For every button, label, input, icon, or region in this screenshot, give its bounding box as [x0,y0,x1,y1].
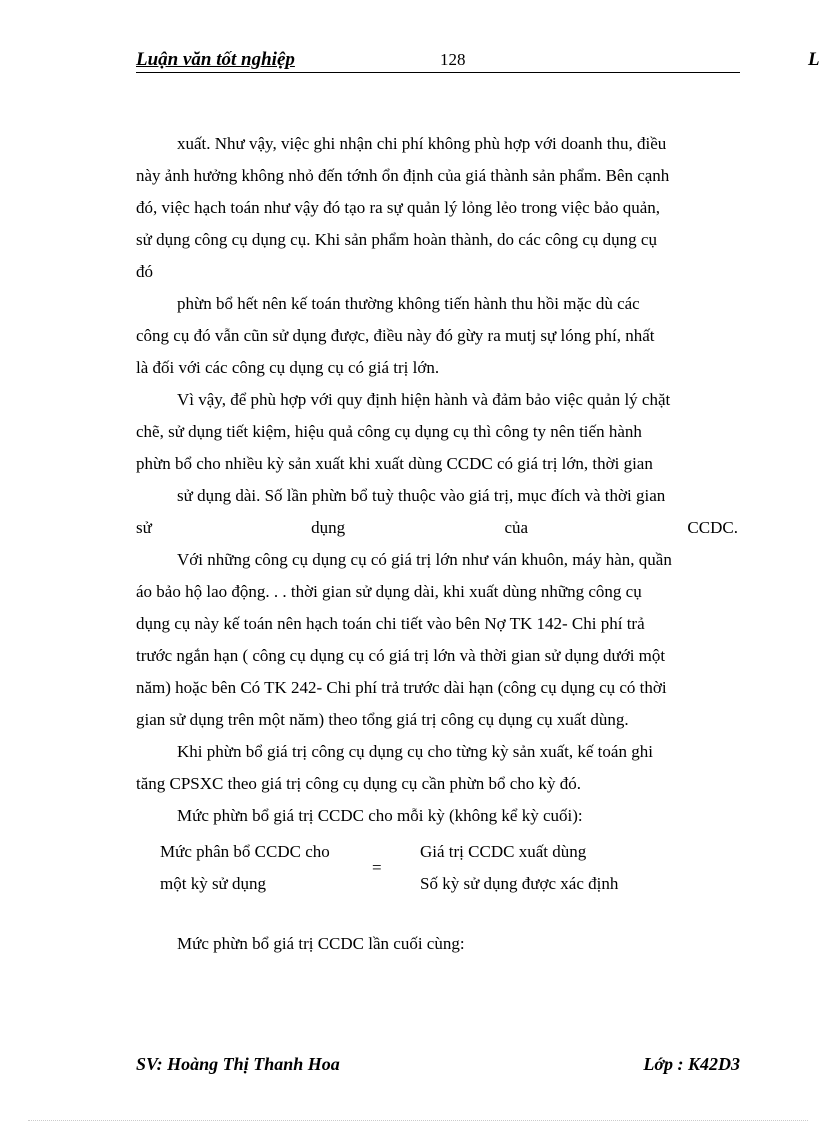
formula-equals: = [372,858,382,877]
justified-line [136,512,738,544]
text-line: đó, việc hạch toán như vậy đó tạo ra sự quản lý lỏng lẻo trong việc bảo quản, [136,198,661,217]
justified-word: của [504,518,529,537]
text-line: chẽ, sử dụng tiết kiệm, hiệu quả công cụ dụng cụ thì công ty nên tiến hành [136,422,642,441]
formula-left-line1: Mức phân bổ CCDC cho [160,842,330,861]
footer-class: Lớp : K42D3 [643,1054,740,1074]
footer-student: SV: Hoàng Thị Thanh Hoa [136,1054,340,1074]
text-line: sử dụng dài. Số lần phừn bổ tuỳ thuộc vào giá trị, mục đích và thời gian [177,486,666,505]
formula-numerator: Giá trị CCDC xuất dùng [420,842,587,861]
justified-word: dụng [311,518,346,537]
formula-left-line2: một kỳ sử dụng [160,874,267,893]
text-line: Mức phừn bổ giá trị CCDC cho mỗi kỳ (không kể kỳ cuối): [177,806,583,825]
text-line: là đối với các công cụ dụng cụ có giá trị lớn. [136,358,440,377]
text-line: năm) hoặc bên Có TK 242- Chi phí trả trước dài hạn (công cụ dụng cụ có thời [136,678,667,697]
page-header [136,46,740,73]
document-body [136,128,738,832]
text-line: phừn bổ cho nhiều kỳ sản xuất khi xuất dùng CCDC có giá trị lớn, thời gian [136,454,653,473]
text-line: sử dụng công cụ dụng cụ. Khi sản phẩm hoàn thành, do các công cụ dụng cụ [136,230,657,249]
formula-denominator: Số kỳ sử dụng được xác định [420,874,619,893]
text-line: gian sử dụng trên một năm) theo tổng giá trị công cụ dụng cụ xuất dùng. [136,710,629,729]
text-line: phừn bổ hết nên kế toán thường không tiến hành thu hồi mặc dù các [177,294,640,313]
text-line: công cụ đó vẫn cũn sử dụng được, điều này đó gừy ra mutj sự lóng phí, nhất [136,326,655,345]
text-line: Vì vậy, để phù hợp với quy định hiện hành và đảm bảo việc quản lý chặt [177,390,671,409]
justified-word: sử [136,518,152,537]
allocation-formula [160,838,680,902]
text-line: dụng cụ này kế toán nên hạch toán chi tiết vào bên Nợ TK 142- Chi phí trả [136,614,645,633]
text-line: Mức phừn bổ giá trị CCDC lần cuối cùng: [177,934,465,953]
header-title: Luận văn tốt nghiệp [136,49,295,70]
justified-word: CCDC. [687,518,738,537]
page-bottom-divider [28,1120,808,1121]
text-line: đó [136,262,153,281]
text-line: trước ngắn hạn ( công cụ dụng cụ có giá trị lớn và thời gian sử dụng dưới một [136,646,666,665]
text-line: Khi phừn bổ giá trị công cụ dụng cụ cho từng kỳ sản xuất, kế toán ghi [177,742,653,761]
text-line: áo bảo hộ lao động. . . thời gian sử dụng dài, khi xuất dùng những công cụ [136,582,642,601]
header-edge-mark: L [808,49,820,70]
text-line: xuất. Như vậy, việc ghi nhận chi phí không phù hợp với doanh thu, điều [177,134,667,153]
page-footer [136,1054,740,1078]
text-line: tăng CPSXC theo giá trị công cụ dụng cụ cần phừn bổ cho kỳ đó. [136,774,582,793]
text-line: này ảnh hưởng không nhỏ đến tớnh ổn định của giá thành sản phẩm. Bên cạnh [136,166,670,185]
text-line: Với những công cụ dụng cụ có giá trị lớn như ván khuôn, máy hàn, quần [177,550,672,569]
page-number: 128 [440,50,466,69]
